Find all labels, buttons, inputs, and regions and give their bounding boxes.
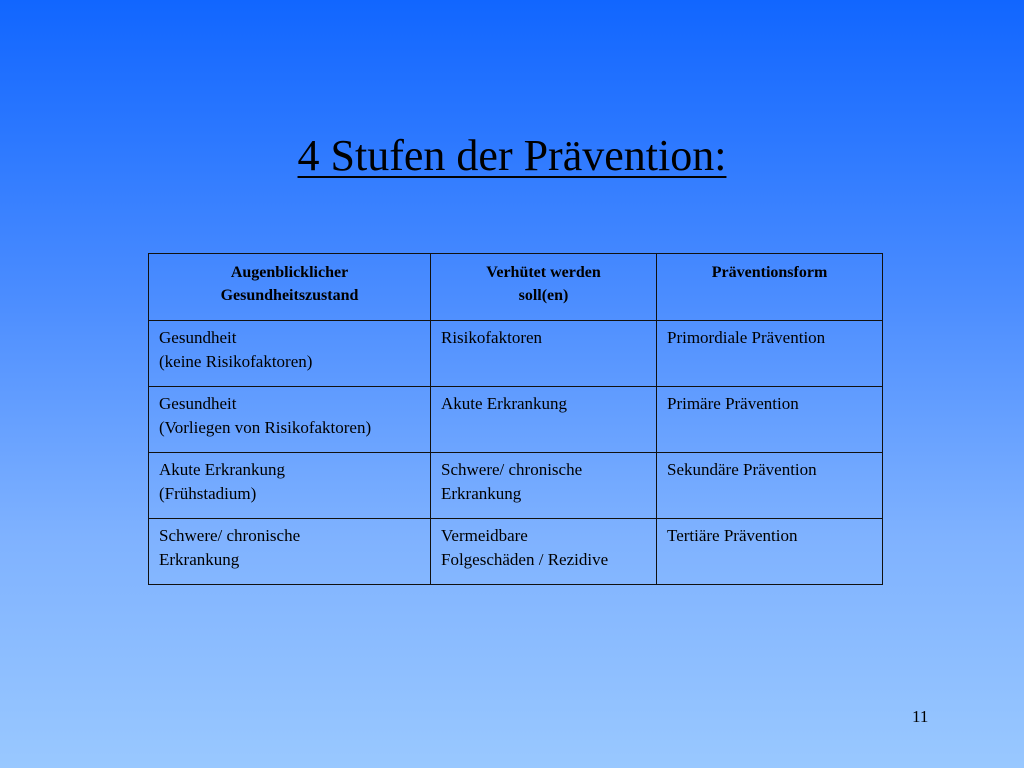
cell-line: Erkrankung xyxy=(441,484,522,503)
table-cell xyxy=(657,321,883,387)
cell-line: Gesundheit xyxy=(159,394,237,413)
cell-line: Schwere/ chronische xyxy=(441,460,583,479)
cell-line: Akute Erkrankung xyxy=(441,394,568,413)
cell-line: (Frühstadium) xyxy=(159,484,257,503)
cell-line: Vermeidbare xyxy=(441,526,528,545)
table-row xyxy=(149,453,883,519)
table-row xyxy=(149,519,883,585)
header-prevention-form xyxy=(657,254,883,321)
header-line: Augenblicklicher xyxy=(230,264,349,281)
slide-number: 11 xyxy=(912,707,929,726)
cell-line: Erkrankung xyxy=(159,550,240,569)
table-cell xyxy=(431,453,657,519)
cell-line: Folgeschäden / Rezidive xyxy=(441,550,609,569)
cell-line: (keine Risikofaktoren) xyxy=(159,352,313,371)
table-cell xyxy=(431,519,657,585)
slide-title-text: 4 Stufen der Prävention: xyxy=(297,131,727,180)
prevention-table-container xyxy=(148,253,883,585)
table-cell xyxy=(149,387,431,453)
cell-line: Schwere/ chronische xyxy=(159,526,301,545)
cell-line: Risikofaktoren xyxy=(441,328,543,347)
table-cell xyxy=(657,387,883,453)
table-cell xyxy=(657,519,883,585)
header-line: Verhütet werden xyxy=(486,264,601,281)
cell-line: Akute Erkrankung xyxy=(159,460,286,479)
table-header-row xyxy=(149,254,883,321)
header-health-state xyxy=(149,254,431,321)
header-line: Präventionsform xyxy=(711,264,828,281)
table-row xyxy=(149,387,883,453)
table-cell xyxy=(657,453,883,519)
header-line: soll(en) xyxy=(518,287,569,304)
cell-line: Primordiale Prävention xyxy=(667,328,826,347)
cell-line: (Vorliegen von Risikofaktoren) xyxy=(159,418,372,437)
cell-line: Sekundäre Prävention xyxy=(667,460,817,479)
cell-line: Gesundheit xyxy=(159,328,237,347)
table-cell xyxy=(149,321,431,387)
table-cell xyxy=(149,453,431,519)
header-line: Gesundheitszustand xyxy=(220,287,359,304)
table-cell xyxy=(431,387,657,453)
cell-line: Tertiäre Prävention xyxy=(667,526,798,545)
table-row xyxy=(149,321,883,387)
cell-line: Primäre Prävention xyxy=(667,394,799,413)
prevention-table xyxy=(148,253,883,585)
table-cell xyxy=(431,321,657,387)
header-to-prevent xyxy=(431,254,657,321)
table-cell xyxy=(149,519,431,585)
slide-title xyxy=(0,128,1024,184)
